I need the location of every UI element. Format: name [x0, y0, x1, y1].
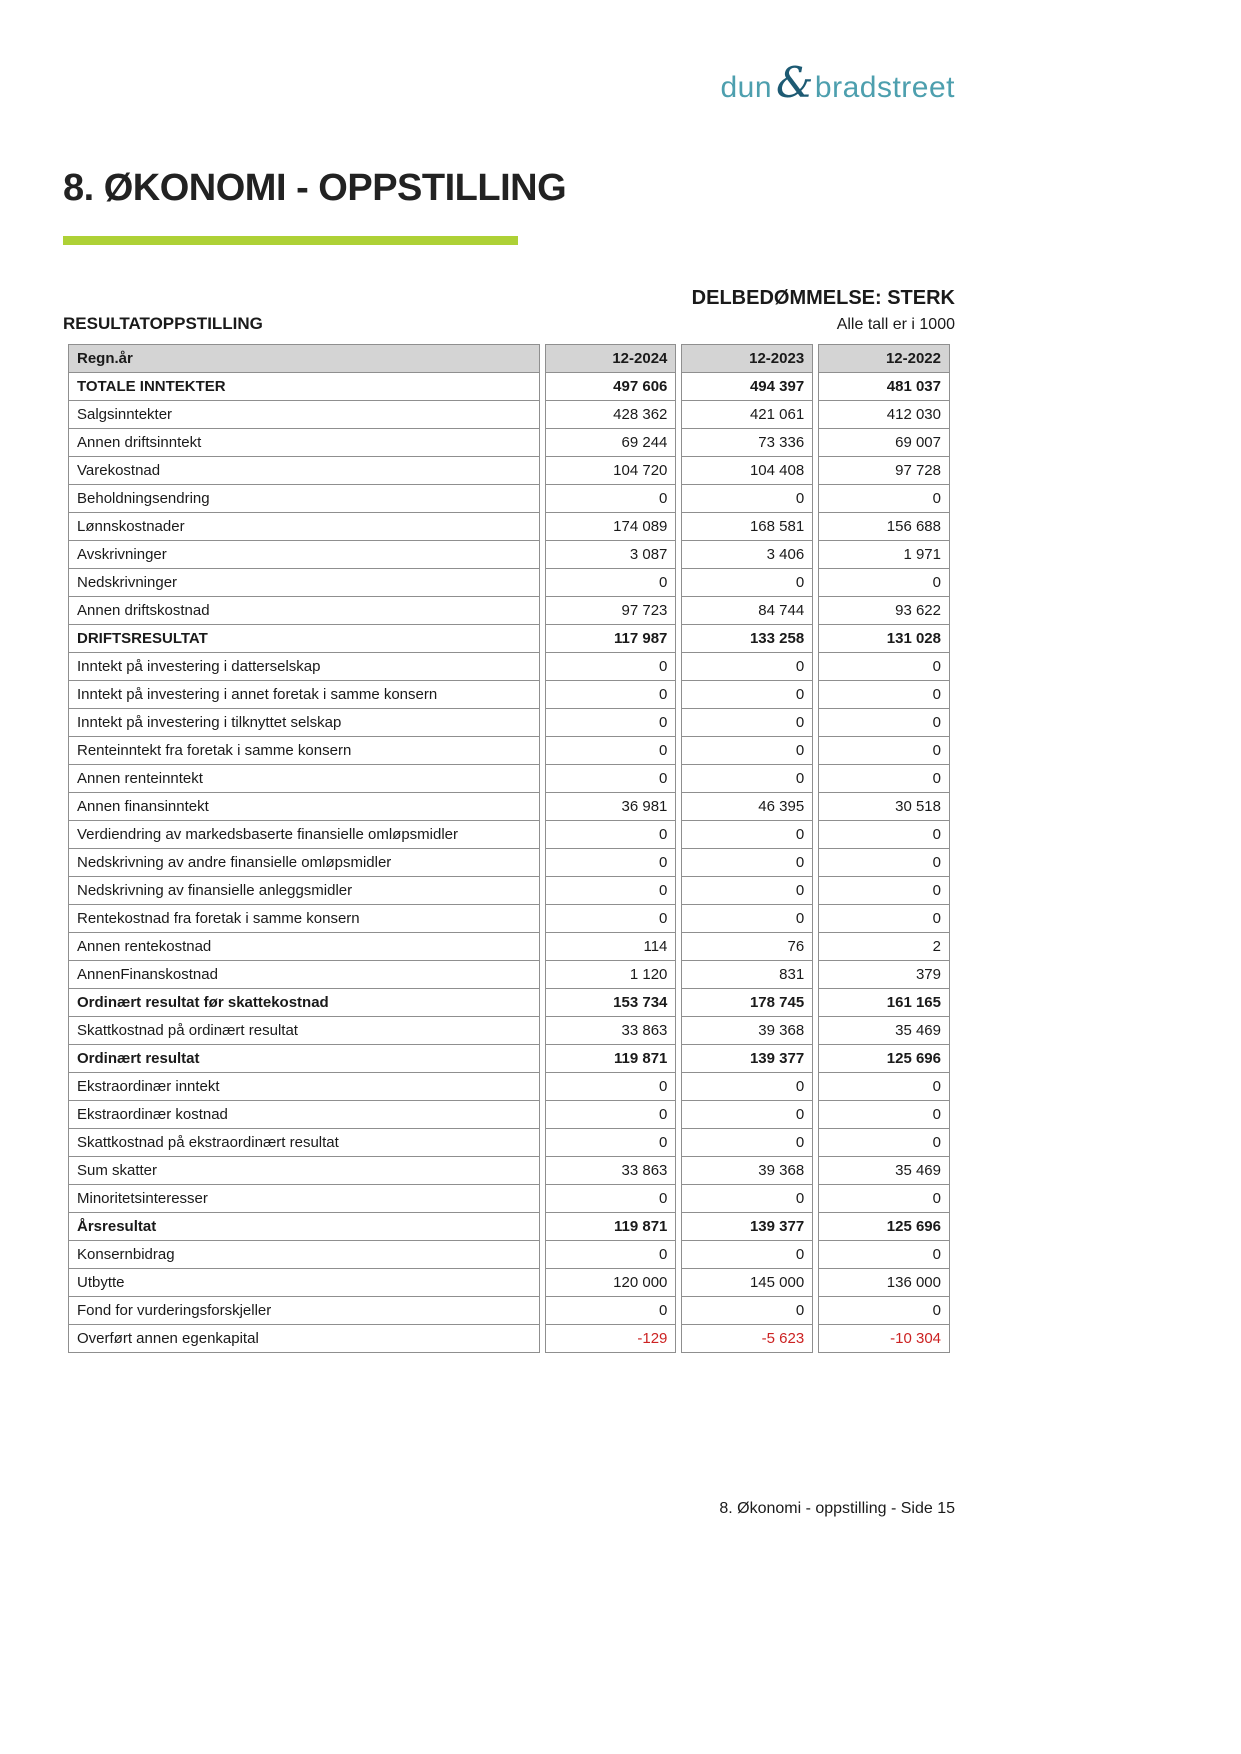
row-label: Skattkostnad på ordinært resultat: [68, 1017, 540, 1045]
row-value: 0: [818, 1297, 950, 1325]
row-value: 156 688: [818, 513, 950, 541]
row-value: 0: [818, 1129, 950, 1157]
row-value: 1 120: [545, 961, 677, 989]
assessment-block: [692, 287, 955, 334]
row-label: Renteinntekt fra foretak i samme konsern: [68, 737, 540, 765]
row-value: 0: [681, 765, 813, 793]
row-value: 0: [818, 1101, 950, 1129]
table-row: [68, 597, 950, 625]
row-value: 0: [681, 821, 813, 849]
row-value: 0: [545, 821, 677, 849]
row-label: Inntekt på investering i tilknyttet selskap: [68, 709, 540, 737]
table-row: [68, 821, 950, 849]
table-row: [68, 1185, 950, 1213]
row-label: Lønnskostnader: [68, 513, 540, 541]
row-label: Salgsinntekter: [68, 401, 540, 429]
row-value: 69 007: [818, 429, 950, 457]
row-value: 497 606: [545, 373, 677, 401]
assessment-label: DELBEDØMMELSE: STERK: [691, 287, 955, 309]
title-accent-bar: [63, 236, 518, 245]
row-value: 0: [545, 737, 677, 765]
row-value: 0: [818, 905, 950, 933]
row-value: 30 518: [818, 793, 950, 821]
row-value: 0: [681, 681, 813, 709]
row-value: 494 397: [681, 373, 813, 401]
row-label: Nedskrivning av finansielle anleggsmidler: [68, 877, 540, 905]
table-row: [68, 1297, 950, 1325]
row-value: -129: [545, 1325, 677, 1353]
row-value: 0: [545, 1073, 677, 1101]
table-row: [68, 457, 950, 485]
row-label: Inntekt på investering i datterselskap: [68, 653, 540, 681]
table-row: [68, 961, 950, 989]
table-row: [68, 513, 950, 541]
row-value: -10 304: [818, 1325, 950, 1353]
table-row: [68, 1017, 950, 1045]
table-row: [68, 1129, 950, 1157]
page-footer: 8. Økonomi - oppstilling - Side 15: [719, 1500, 955, 1517]
row-value: 0: [545, 653, 677, 681]
unit-note: Alle tall er i 1000: [836, 316, 955, 333]
row-value: 0: [681, 1101, 813, 1129]
row-label: Annen driftskostnad: [68, 597, 540, 625]
row-value: 0: [818, 485, 950, 513]
page-content: [63, 0, 955, 1754]
row-value: 119 871: [545, 1213, 677, 1241]
table-row: [68, 373, 950, 401]
results-table: [63, 344, 955, 1353]
row-value: 119 871: [545, 1045, 677, 1073]
row-value: 104 720: [545, 457, 677, 485]
row-label: TOTALE INNTEKTER: [68, 373, 540, 401]
row-value: 73 336: [681, 429, 813, 457]
column-header-label: Regn.år: [68, 344, 540, 373]
row-value: 379: [818, 961, 950, 989]
row-value: 0: [681, 849, 813, 877]
row-value: 421 061: [681, 401, 813, 429]
table-header-row: [68, 344, 950, 373]
table-row: [68, 653, 950, 681]
row-value: 133 258: [681, 625, 813, 653]
row-value: 161 165: [818, 989, 950, 1017]
row-value: 0: [681, 905, 813, 933]
row-value: 139 377: [681, 1213, 813, 1241]
row-value: 39 368: [681, 1017, 813, 1045]
row-label: Annen renteinntekt: [68, 765, 540, 793]
row-value: 168 581: [681, 513, 813, 541]
table-row: [68, 877, 950, 905]
row-value: 831: [681, 961, 813, 989]
row-value: 178 745: [681, 989, 813, 1017]
table-row: [68, 1213, 950, 1241]
row-value: 0: [545, 905, 677, 933]
row-label: Nedskrivninger: [68, 569, 540, 597]
table-row: [68, 905, 950, 933]
row-label: Skattkostnad på ekstraordinært resultat: [68, 1129, 540, 1157]
row-label: Ekstraordinær inntekt: [68, 1073, 540, 1101]
row-label: Fond for vurderingsforskjeller: [68, 1297, 540, 1325]
column-header-period: 12-2022: [818, 344, 950, 373]
logo-word-bradstreet: bradstreet: [814, 71, 955, 104]
row-label: Inntekt på investering i annet foretak i samme konsern: [68, 681, 540, 709]
results-table-head: [68, 344, 950, 373]
row-value: 0: [545, 1185, 677, 1213]
row-label: Annen driftsinntekt: [68, 429, 540, 457]
row-value: 481 037: [818, 373, 950, 401]
table-row: [68, 737, 950, 765]
row-value: 0: [681, 709, 813, 737]
row-value: 0: [545, 709, 677, 737]
row-value: 35 469: [818, 1157, 950, 1185]
table-row: [68, 541, 950, 569]
table-row: [68, 1101, 950, 1129]
row-value: 76: [681, 933, 813, 961]
row-value: 97 723: [545, 597, 677, 625]
row-label: Overført annen egenkapital: [68, 1325, 540, 1353]
row-value: 0: [681, 877, 813, 905]
row-value: 428 362: [545, 401, 677, 429]
row-value: 125 696: [818, 1045, 950, 1073]
table-row: [68, 1269, 950, 1297]
row-value: 3 087: [545, 541, 677, 569]
row-value: 93 622: [818, 597, 950, 625]
row-value: 412 030: [818, 401, 950, 429]
row-label: Ekstraordinær kostnad: [68, 1101, 540, 1129]
row-value: 0: [681, 485, 813, 513]
table-row: [68, 485, 950, 513]
row-value: 0: [681, 1073, 813, 1101]
row-value: 0: [818, 709, 950, 737]
table-row: [68, 1045, 950, 1073]
row-value: 0: [545, 485, 677, 513]
dun-bradstreet-logo: [720, 58, 955, 107]
row-value: 0: [818, 653, 950, 681]
table-row: [68, 1073, 950, 1101]
table-row: [68, 849, 950, 877]
row-value: 0: [545, 765, 677, 793]
row-value: 97 728: [818, 457, 950, 485]
row-value: 120 000: [545, 1269, 677, 1297]
row-value: 69 244: [545, 429, 677, 457]
row-value: 0: [818, 821, 950, 849]
row-label: Konsernbidrag: [68, 1241, 540, 1269]
table-row: [68, 765, 950, 793]
row-value: 0: [818, 1241, 950, 1269]
row-value: 0: [545, 569, 677, 597]
table-row: [68, 793, 950, 821]
row-value: 0: [545, 1241, 677, 1269]
row-label: Ordinært resultat før skattekostnad: [68, 989, 540, 1017]
row-value: 117 987: [545, 625, 677, 653]
row-value: 153 734: [545, 989, 677, 1017]
row-value: 145 000: [681, 1269, 813, 1297]
row-label: AnnenFinanskostnad: [68, 961, 540, 989]
row-value: 0: [818, 765, 950, 793]
row-label: Årsresultat: [68, 1213, 540, 1241]
row-value: 0: [818, 1073, 950, 1101]
row-value: 0: [545, 1297, 677, 1325]
row-value: 104 408: [681, 457, 813, 485]
row-label: DRIFTSRESULTAT: [68, 625, 540, 653]
row-value: 39 368: [681, 1157, 813, 1185]
row-value: 0: [818, 681, 950, 709]
table-row: [68, 681, 950, 709]
row-label: Avskrivninger: [68, 541, 540, 569]
row-label: Sum skatter: [68, 1157, 540, 1185]
row-value: 46 395: [681, 793, 813, 821]
table-row: [68, 989, 950, 1017]
table-row: [68, 429, 950, 457]
results-table-body: [68, 373, 950, 1353]
row-value: 0: [681, 569, 813, 597]
row-value: 0: [681, 1129, 813, 1157]
row-label: Minoritetsinteresser: [68, 1185, 540, 1213]
row-value: 35 469: [818, 1017, 950, 1045]
row-value: 136 000: [818, 1269, 950, 1297]
row-label: Nedskrivning av andre finansielle omløpsmidler: [68, 849, 540, 877]
section-title: RESULTATOPPSTILLING: [63, 314, 263, 333]
table-row: [68, 1241, 950, 1269]
row-value: 0: [818, 737, 950, 765]
row-label: Verdiendring av markedsbaserte finansielle omløpsmidler: [68, 821, 540, 849]
row-value: 131 028: [818, 625, 950, 653]
row-value: 0: [545, 1101, 677, 1129]
row-value: 3 406: [681, 541, 813, 569]
row-label: Beholdningsendring: [68, 485, 540, 513]
row-value: 84 744: [681, 597, 813, 625]
row-label: Annen rentekostnad: [68, 933, 540, 961]
column-header-period: 12-2023: [681, 344, 813, 373]
row-value: 0: [818, 1185, 950, 1213]
row-value: -5 623: [681, 1325, 813, 1353]
row-value: 174 089: [545, 513, 677, 541]
row-value: 0: [818, 877, 950, 905]
table-row: [68, 709, 950, 737]
logo-word-dun: dun: [720, 71, 773, 104]
row-value: 125 696: [818, 1213, 950, 1241]
table-row: [68, 1157, 950, 1185]
row-value: 1 971: [818, 541, 950, 569]
column-header-period: 12-2024: [545, 344, 677, 373]
row-value: 0: [681, 1241, 813, 1269]
row-value: 0: [681, 737, 813, 765]
row-value: 0: [545, 1129, 677, 1157]
row-value: 0: [681, 653, 813, 681]
row-value: 33 863: [545, 1157, 677, 1185]
row-value: 139 377: [681, 1045, 813, 1073]
section-head: [63, 287, 955, 334]
table-row: [68, 1325, 950, 1353]
row-value: 0: [681, 1297, 813, 1325]
row-value: 0: [681, 1185, 813, 1213]
row-label: Utbytte: [68, 1269, 540, 1297]
table-row: [68, 569, 950, 597]
row-value: 0: [545, 877, 677, 905]
table-row: [68, 933, 950, 961]
table-row: [68, 401, 950, 429]
row-value: 0: [818, 849, 950, 877]
row-label: Varekostnad: [68, 457, 540, 485]
row-value: 33 863: [545, 1017, 677, 1045]
row-label: Rentekostnad fra foretak i samme konsern: [68, 905, 540, 933]
header-row: [63, 0, 955, 105]
row-value: 0: [818, 569, 950, 597]
row-value: 0: [545, 681, 677, 709]
table-row: [68, 625, 950, 653]
row-value: 36 981: [545, 793, 677, 821]
row-value: 0: [545, 849, 677, 877]
row-label: Annen finansinntekt: [68, 793, 540, 821]
row-label: Ordinært resultat: [68, 1045, 540, 1073]
logo-ampersand-icon: &: [776, 58, 814, 107]
row-value: 2: [818, 933, 950, 961]
page-title: 8. ØKONOMI - OPPSTILLING: [63, 167, 567, 209]
row-value: 114: [545, 933, 677, 961]
